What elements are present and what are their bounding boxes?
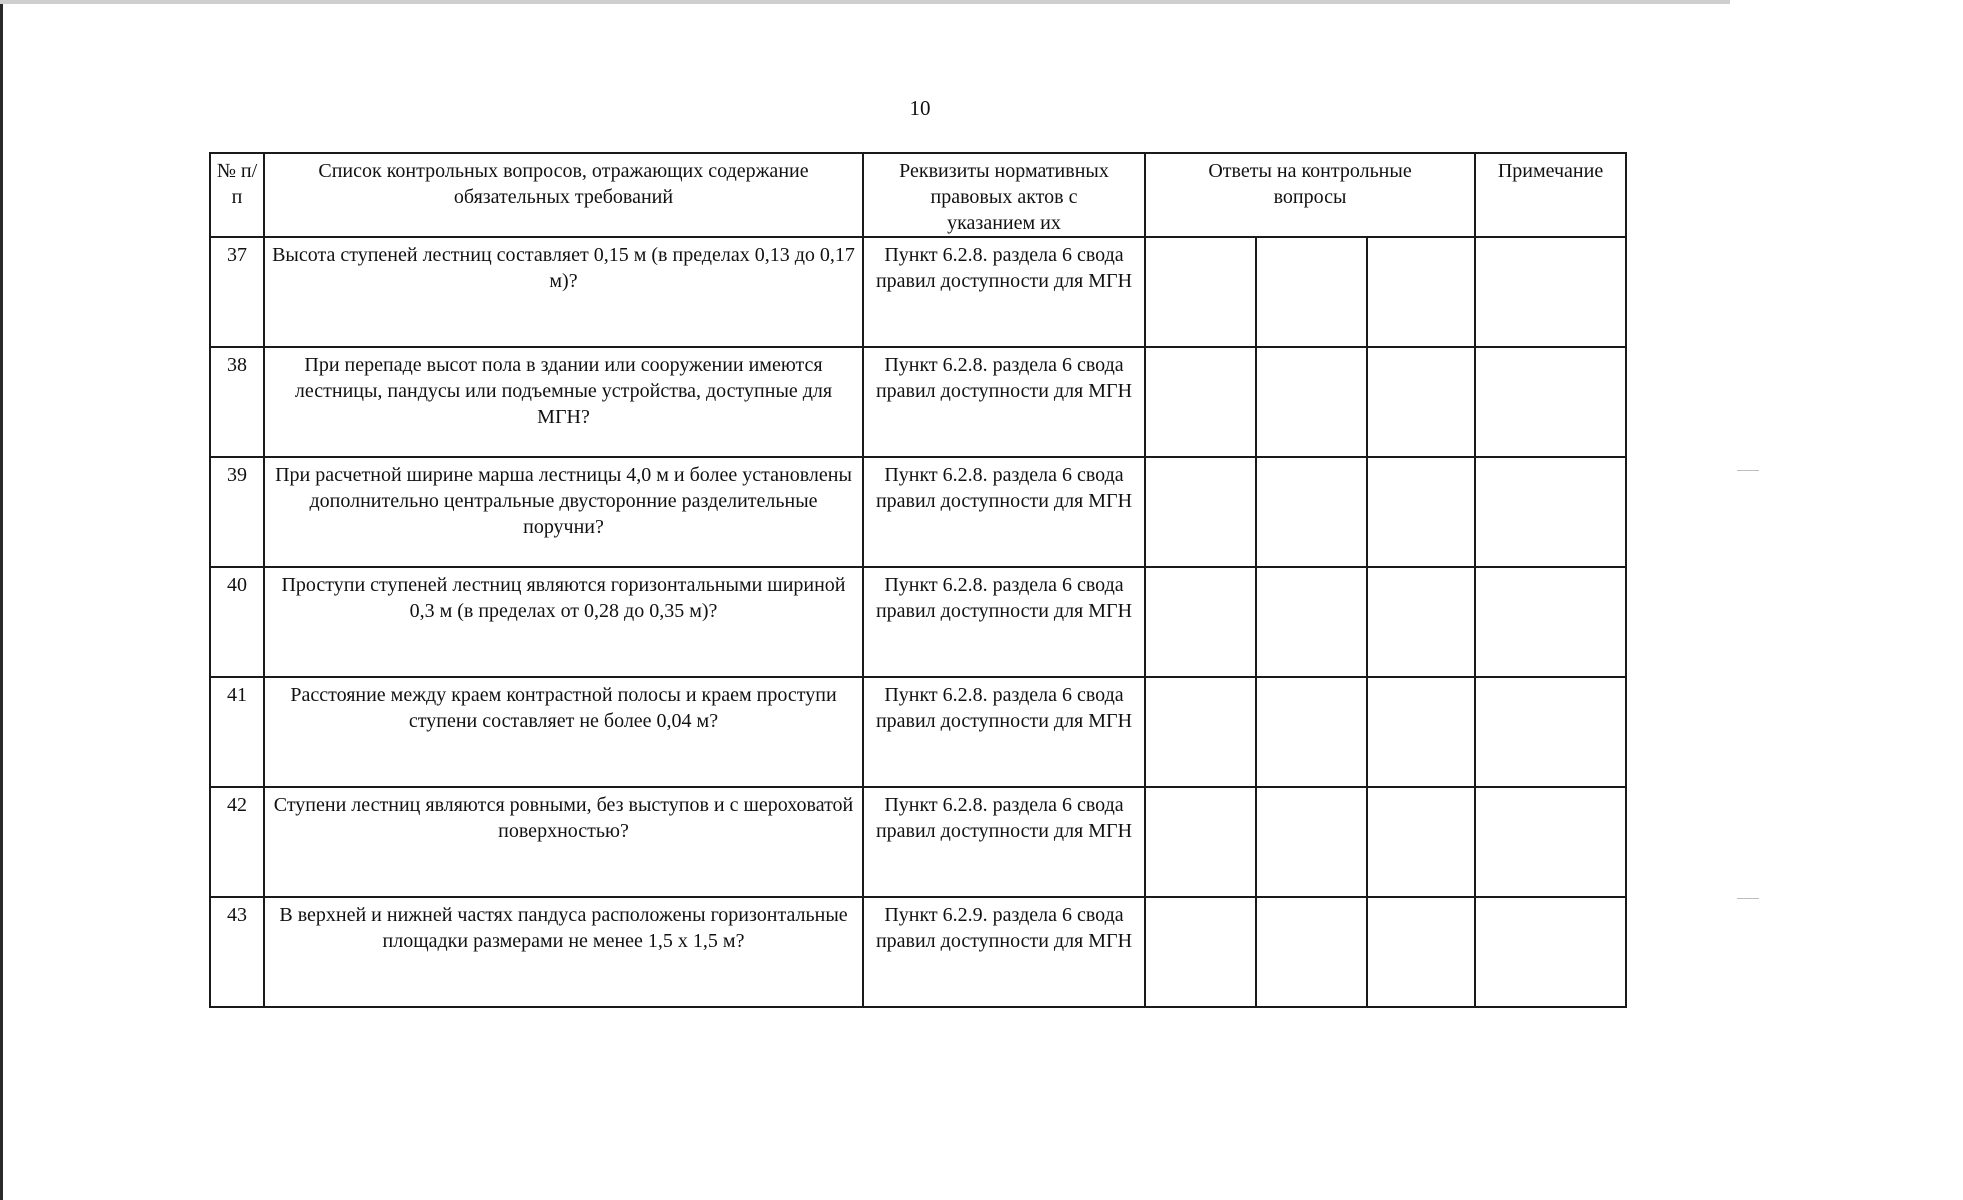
row-num: 40 bbox=[210, 567, 264, 677]
answer-cell-2[interactable] bbox=[1256, 787, 1367, 897]
row-reference: Пункт 6.2.8. раздела 6 свода правил доступности для МГН bbox=[863, 237, 1145, 347]
answer-cell-1[interactable] bbox=[1145, 897, 1256, 1007]
row-reference: Пункт 6.2.8. раздела 6 свода правил доступности для МГН bbox=[863, 347, 1145, 457]
row-reference: Пункт 6.2.9. раздела 6 свода правил доступности для МГН bbox=[863, 897, 1145, 1007]
row-reference: Пункт 6.2.8. раздела 6 свода правил доступности для МГН bbox=[863, 677, 1145, 787]
table-row bbox=[210, 237, 1626, 347]
answer-cell-2[interactable] bbox=[1256, 347, 1367, 457]
answer-cell-3[interactable] bbox=[1367, 567, 1475, 677]
answer-cell-2[interactable] bbox=[1256, 677, 1367, 787]
answer-cell-3[interactable] bbox=[1367, 787, 1475, 897]
row-reference: Пункт 6.2.8. раздела 6 свода правил доступности для МГН bbox=[863, 787, 1145, 897]
page-number: 10 bbox=[909, 96, 931, 120]
answer-cell-2[interactable] bbox=[1256, 237, 1367, 347]
row-question: Проступи ступеней лестниц являются горизонтальными шириной 0,3 м (в пределах от 0,28 до 0,35 м)? bbox=[264, 567, 863, 677]
table-row bbox=[210, 787, 1626, 897]
answer-cell-3[interactable] bbox=[1367, 457, 1475, 567]
row-question: В верхней и нижней частях пандуса расположены горизонтальные площадки размерами не менее 1,5 х 1,5 м? bbox=[264, 897, 863, 1007]
row-question: Ступени лестниц являются ровными, без выступов и с шероховатой поверхностью? bbox=[264, 787, 863, 897]
answer-cell-2[interactable] bbox=[1256, 897, 1367, 1007]
table-row bbox=[210, 567, 1626, 677]
header-question: Список контрольных вопросов, отражающих содержание обязательных требований bbox=[264, 153, 863, 237]
note-cell[interactable] bbox=[1475, 787, 1626, 897]
row-reference: Пункт 6.2.8. раздела 6 свода правил доступности для МГН bbox=[863, 457, 1145, 567]
answer-cell-1[interactable] bbox=[1145, 677, 1256, 787]
scan-margin-mark bbox=[1737, 470, 1759, 471]
answer-cell-3[interactable] bbox=[1367, 897, 1475, 1007]
note-cell[interactable] bbox=[1475, 897, 1626, 1007]
answer-cell-1[interactable] bbox=[1145, 457, 1256, 567]
row-question: При расчетной ширине марша лестницы 4,0 м и более установлены дополнительно центральные двусторонние разделительные поручни? bbox=[264, 457, 863, 567]
row-question: При перепаде высот пола в здании или сооружении имеются лестницы, пандусы или подъемные устройства, доступные для МГН? bbox=[264, 347, 863, 457]
answer-cell-1[interactable] bbox=[1145, 237, 1256, 347]
row-num: 39 bbox=[210, 457, 264, 567]
answer-cell-3[interactable] bbox=[1367, 237, 1475, 347]
scan-top-edge bbox=[0, 0, 1730, 4]
answer-cell-2[interactable] bbox=[1256, 567, 1367, 677]
header-reference: Реквизиты нормативных правовых актов с указанием их bbox=[863, 153, 1145, 237]
answer-cell-1[interactable] bbox=[1145, 567, 1256, 677]
scan-left-edge bbox=[0, 0, 3, 1200]
table-header-row bbox=[210, 153, 1626, 237]
table-row bbox=[210, 677, 1626, 787]
scan-margin-mark bbox=[1737, 898, 1759, 899]
header-note: Примечание bbox=[1475, 153, 1626, 237]
answer-cell-1[interactable] bbox=[1145, 347, 1256, 457]
answer-cell-3[interactable] bbox=[1367, 677, 1475, 787]
table-row bbox=[210, 347, 1626, 457]
row-num: 41 bbox=[210, 677, 264, 787]
note-cell[interactable] bbox=[1475, 567, 1626, 677]
checklist-table bbox=[209, 152, 1627, 1008]
note-cell[interactable] bbox=[1475, 457, 1626, 567]
table-row bbox=[210, 457, 1626, 567]
note-cell[interactable] bbox=[1475, 347, 1626, 457]
header-answers: Ответы на контрольные вопросы bbox=[1145, 153, 1475, 237]
note-cell[interactable] bbox=[1475, 237, 1626, 347]
checklist-table-container bbox=[209, 152, 1625, 1008]
header-num: № п/п bbox=[210, 153, 264, 237]
row-num: 38 bbox=[210, 347, 264, 457]
answer-cell-2[interactable] bbox=[1256, 457, 1367, 567]
row-question: Расстояние между краем контрастной полосы и краем проступи ступени составляет не более 0,04 м? bbox=[264, 677, 863, 787]
note-cell[interactable] bbox=[1475, 677, 1626, 787]
table-row bbox=[210, 897, 1626, 1007]
row-num: 42 bbox=[210, 787, 264, 897]
row-reference: Пункт 6.2.8. раздела 6 свода правил доступности для МГН bbox=[863, 567, 1145, 677]
answer-cell-3[interactable] bbox=[1367, 347, 1475, 457]
row-num: 43 bbox=[210, 897, 264, 1007]
row-question: Высота ступеней лестниц составляет 0,15 м (в пределах 0,13 до 0,17 м)? bbox=[264, 237, 863, 347]
row-num: 37 bbox=[210, 237, 264, 347]
answer-cell-1[interactable] bbox=[1145, 787, 1256, 897]
